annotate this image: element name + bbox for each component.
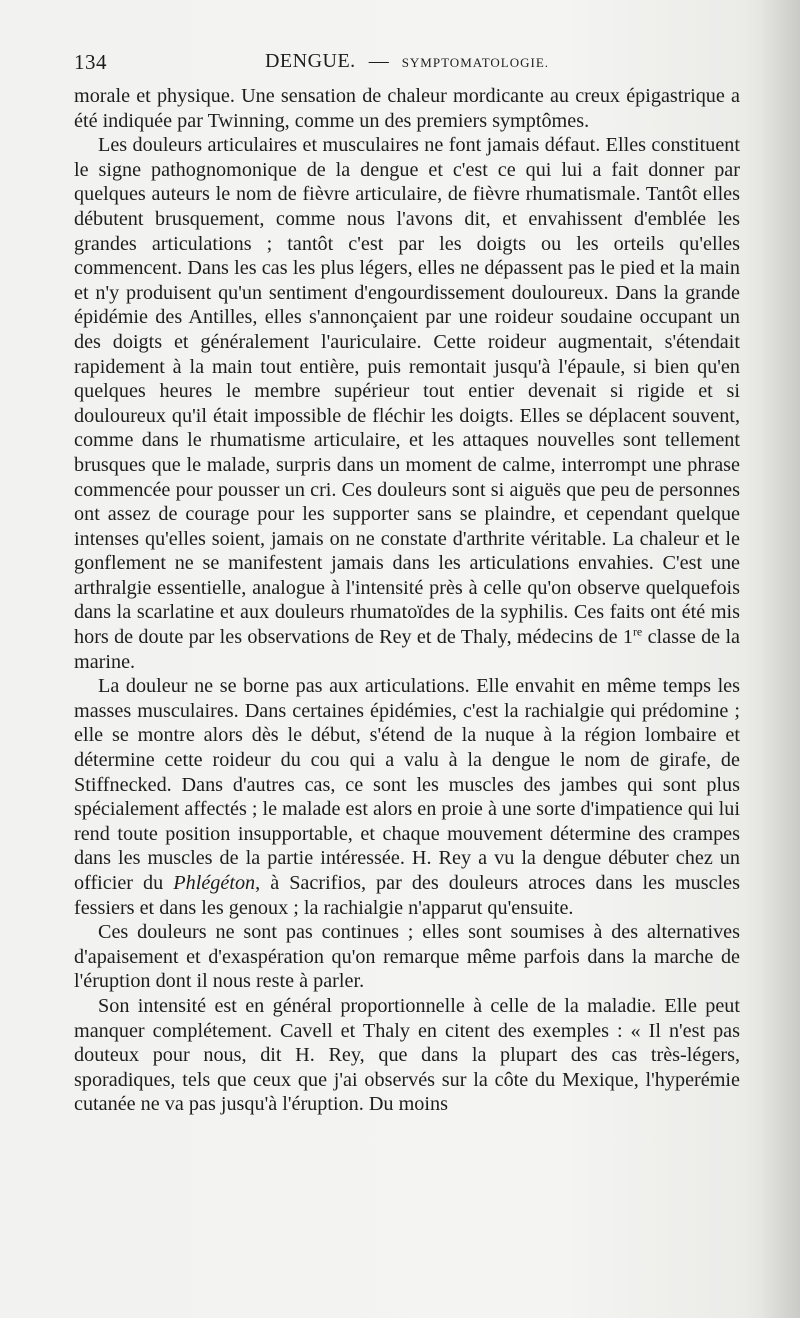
- paragraph-5: Son intensité est en général proportionnelle à celle de la maladie. Elle peut manquer complétement. Cavell et Thaly en citent des exemples : « Il n'est pas douteux pour nous, dit H. Rey, que dans la plupart des cas très-légers, sporadiques, tels que ceux que j'ai observés sur la côte du Mexique, l'hyperémie cutanée ne va pas jusqu'à l'éruption. Du moins: [74, 994, 740, 1116]
- running-head-separator: —: [368, 50, 389, 72]
- paragraph-3-text: La douleur ne se borne pas aux articulations. Elle envahit en même temps les masses musculaires. Dans certaines épidémies, c'est la rachialgie qui prédomine ; elle se montre alors dès le début, s'étend de la nuque à la région lombaire et détermine cette roideur du cou qui a valu à la dengue le nom de girafe, de Stiffnecked. Dans d'autres cas, ce sont les muscles des jambes qui sont plus spécialement affectés ; le malade est alors en proie à une sorte d'impatience qui lui rend toute position insupportable, et chaque mouvement détermine des crampes dans les muscles de la partie intéressée. H. Rey a vu la dengue débuter chez un officier du: [74, 675, 740, 894]
- paragraph-4: Ces douleurs ne sont pas continues ; elles sont soumises à des alternatives d'apaisement et d'exaspération qu'on remarque même parfois dans la marche de l'éruption dont il nous reste à parler.: [74, 921, 740, 993]
- running-head-subtitle: SYMPTOMATOLOGIE.: [401, 55, 550, 70]
- paragraph-2-end: classe de la marine.: [74, 626, 741, 673]
- page-gutter-shadow: [760, 0, 800, 1318]
- paragraph-1: morale et physique. Une sensation de chaleur mordicante au creux épigastrique a été indiquée par Twinning, comme un des premiers symptômes.: [74, 85, 740, 132]
- running-head-title: DENGUE.: [264, 50, 356, 72]
- body-text: [74, 84, 740, 1117]
- paragraph-2: [74, 133, 740, 674]
- ship-name: Phlégéton: [173, 872, 256, 894]
- paragraph-2-text: Les douleurs articulaires et musculaires ne font jamais défaut. Elles constituent le signe pathognomonique de la dengue et c'est ce qui lui a fait donner par quelques auteurs le nom de fièvre articulaire, de fièvre rhumatismale. Tantôt elles débutent brusquement, comme nous l'avons dit, et envahissent d'emblée les grandes articulations ; tantôt c'est par les doigts ou les orteils qu'elles commencent. Dans les cas les plus légers, elles ne dépassent pas le pied et la main et n'y produisent qu'un sentiment d'engourdissement douloureux. Dans la grande épidémie des Antilles, elles s'annonçaient par une roideur soudaine occupant un des doigts et généralement l'auriculaire. Cette roideur augmentait, s'étendait rapidement à la main tout entière, puis remontait jusqu'à l'épaule, si bien qu'en quelques heures le membre supérieur tout entier devenait si rigide et si douloureux qu'il était impossible de fléchir les doigts. Elles se déplacent souvent, comme dans le rhumatisme articulaire, et les attaques nouvelles sont tellement brusques que le malade, surpris dans un moment de calme, interrompt une phrase commencée pour pousser un cri. Ces douleurs sont si aiguës que peu de personnes ont assez de courage pour les supporter sans se plaindre, et cependant quelque intenses qu'elles soient, jamais on ne constate d'arthrite véritable. La chaleur et le gonflement ne se manifestent jamais dans les articulations envahies. C'est une arthralgie essentielle, analogue à l'intensité près à celle qu'on observe quelquefois dans la scarlatine et aux douleurs rhumatoïdes de la syphilis. Ces faits ont été mis hors de doute par les observations de Rey et de Thaly, médecins de: [74, 134, 740, 649]
- page-number: 134: [74, 50, 107, 74]
- running-head: [74, 50, 740, 73]
- class-ordinal-suffix: re: [632, 624, 643, 639]
- paragraph-3: [74, 674, 740, 920]
- class-ordinal: 1: [622, 626, 633, 649]
- page-header: [74, 50, 740, 80]
- paragraph-3-end: , à Sacrifios, par des douleurs atroces dans les muscles fessiers et dans les genoux ; la rachialgie n'apparut qu'ensuite.: [74, 872, 740, 919]
